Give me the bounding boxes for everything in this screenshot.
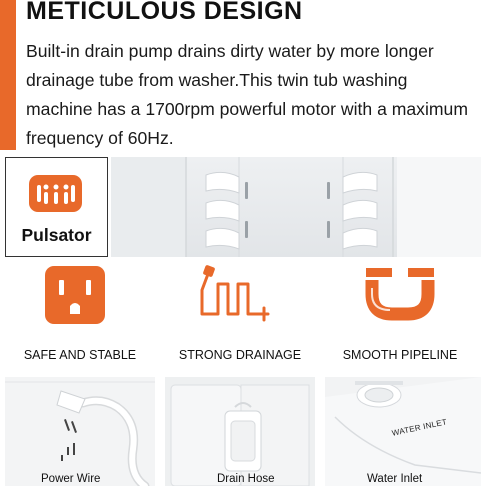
pulsator-icon xyxy=(29,175,82,212)
pipeline-icon xyxy=(320,262,480,328)
pulsator-card xyxy=(5,157,108,257)
feature-label-drainage: STRONG DRAINAGE xyxy=(178,348,302,362)
section-title: METICULOUS DESIGN xyxy=(26,0,303,25)
feature-safe-stable xyxy=(0,262,160,366)
photo-drain-hose xyxy=(165,377,315,486)
caption-drain-hose: Drain Hose xyxy=(217,473,275,485)
drain-hose-icon xyxy=(160,262,320,328)
header-section xyxy=(0,0,481,150)
section-description: Built-in drain pump drains dirty water by more longer drainage tube from washer.This twin tub washing machine has a 1700rpm powerful motor with a maximum frequency of 60Hz. xyxy=(26,41,468,148)
feature-strong-drainage xyxy=(160,262,320,366)
photo-power-wire xyxy=(5,377,155,486)
accent-bar xyxy=(0,0,16,150)
power-outlet-icon xyxy=(0,262,160,328)
feature-smooth-pipeline xyxy=(320,262,480,366)
feature-label-safe: SAFE AND STABLE xyxy=(23,348,137,362)
pulsator-photo xyxy=(111,157,481,257)
water-inlet-inset-label: WATER INLET xyxy=(391,417,448,438)
caption-power-wire: Power Wire xyxy=(41,473,101,485)
photo-water-inlet xyxy=(325,377,481,486)
feature-label-pipeline: SMOOTH PIPELINE xyxy=(342,348,458,362)
pulsator-label: Pulsator xyxy=(21,225,92,245)
caption-water-inlet: Water Inlet xyxy=(367,473,423,485)
